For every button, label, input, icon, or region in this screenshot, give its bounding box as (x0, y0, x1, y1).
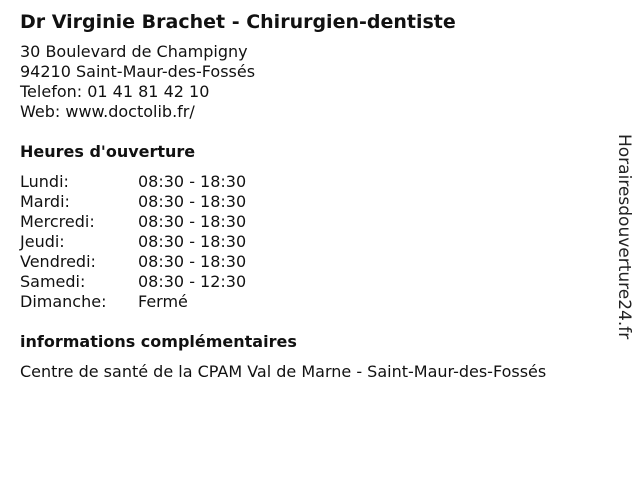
time-range: 08:30 - 18:30 (138, 232, 247, 251)
address-city: 94210 Saint-Maur-des-Fossés (20, 62, 256, 81)
day-label: Mardi: (20, 192, 70, 211)
day-label: Jeudi: (20, 232, 65, 251)
hours-row-thursday (20, 232, 610, 252)
hours-row-monday (20, 172, 610, 192)
opening-hours-table (20, 172, 610, 312)
time-range: Fermé (138, 292, 188, 311)
hours-row-saturday (20, 272, 610, 292)
time-range: 08:30 - 18:30 (138, 252, 247, 271)
hours-row-wednesday (20, 212, 610, 232)
time-range: 08:30 - 18:30 (138, 172, 247, 191)
website: Web: www.doctolib.fr/ (20, 102, 195, 121)
day-label: Vendredi: (20, 252, 96, 271)
hours-row-sunday (20, 292, 610, 312)
listing-content (20, 8, 610, 382)
time-range: 08:30 - 18:30 (138, 192, 247, 211)
day-label: Samedi: (20, 272, 86, 291)
site-watermark: Horairesdouverture24.fr (614, 134, 634, 340)
day-label: Lundi: (20, 172, 69, 191)
address-street: 30 Boulevard de Champigny (20, 42, 248, 61)
day-label: Mercredi: (20, 212, 95, 231)
hours-row-friday (20, 252, 610, 272)
day-label: Dimanche: (20, 292, 107, 311)
page-title: Dr Virginie Brachet - Chirurgien-dentiste (20, 11, 456, 33)
additional-info-text: Centre de santé de la CPAM Val de Marne - Saint-Maur-des-Fossés (20, 362, 547, 381)
time-range: 08:30 - 12:30 (138, 272, 247, 291)
opening-hours-heading: Heures d'ouverture (20, 142, 196, 161)
hours-row-tuesday (20, 192, 610, 212)
phone-number: Telefon: 01 41 81 42 10 (20, 82, 210, 101)
time-range: 08:30 - 18:30 (138, 212, 247, 231)
additional-info-heading: informations complémentaires (20, 332, 297, 351)
contact-block (20, 42, 610, 122)
